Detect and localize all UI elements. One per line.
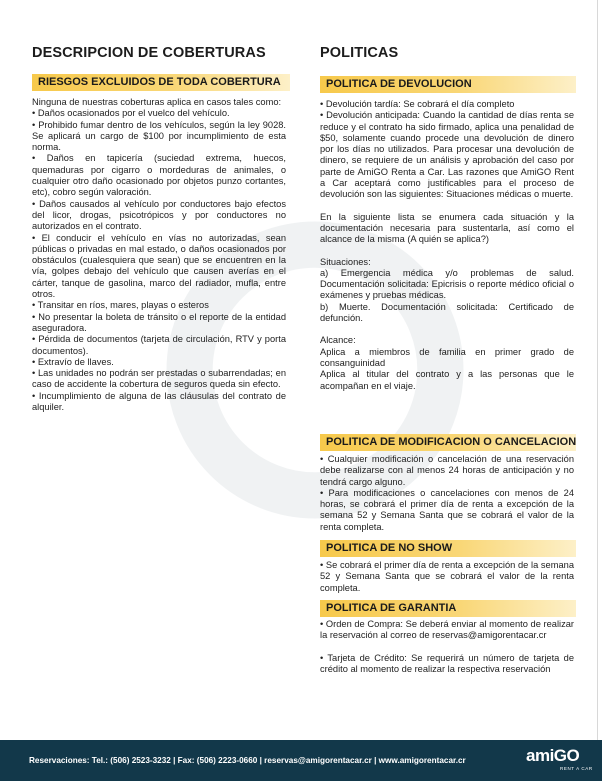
- policy-paragraph: a) Emergencia médica y/o problemas de salud. Documentación solicitada: Epicrisis o reporte médico oficial o exámenes y pruebas médicas.: [320, 267, 574, 301]
- noshow-policy-title: POLITICA DE NO SHOW: [320, 540, 576, 557]
- excluded-risks-list: [32, 97, 286, 413]
- contact-info: Reservaciones: Tel.: (506) 2523-3232 | Fax: (506) 2223-0660 | reservas@amigorentacar.cr | www.amigorentacar.cr: [29, 756, 466, 765]
- list-item: • Incumplimiento de alguna de las cláusulas del contrato de alquiler.: [32, 390, 286, 413]
- list-item: • No presentar la boleta de tránsito o el reporte de la entidad aseguradora.: [32, 311, 286, 333]
- policy-paragraph: b) Muerte. Documentación solicitada: Certificado de defunción.: [320, 301, 574, 324]
- policy-paragraph: Alcance:: [320, 335, 356, 346]
- list-item: • El conducir el vehículo en vías no autorizadas, sean públicas o privadas en mal estado, o daños ocasionados por obstáculos (cualesquiera que sean) que se encuentren en la vía, golpes debajo del vehículo que causen averías en el cárter, tanque de gasolina, marco del radiador, mufla, entre otros.: [32, 232, 286, 300]
- policies-heading: POLITICAS: [320, 45, 399, 61]
- policy-paragraph: • Cualquier modificación o cancelación de una reservación debe realizarse con al menos 24 horas de anticipación y no tendrá cargo alguno.: [320, 454, 574, 487]
- list-item: • Daños en tapicería (suciedad extrema, huecos, quemaduras por cigarro o mordeduras de animales, o cualquier otro daño ocasionado por objetos punzo cortantes, etc), cobro según valoración.: [32, 153, 286, 198]
- list-item: • Pérdida de documentos (tarjeta de circulación, RTV y porta documentos).: [32, 334, 286, 356]
- list-item: • Prohibido fumar dentro de los vehículos, según la ley 9028. Se aplicará un cargo de $100 por incumplimiento de esta norma.: [32, 119, 286, 153]
- policy-paragraph: • Orden de Compra: Se deberá enviar al momento de realizar la reservación al correo de reservas@amigorentacar.cr: [320, 619, 574, 641]
- list-item: • Daños causados al vehículo por conductores bajo efectos del licor, drogas, psicotrópicos y por conductores no autorizados en el contrato.: [32, 198, 286, 232]
- logo-wordmark: amiGO: [526, 746, 580, 765]
- policy-paragraph: • Devolución anticipada: Cuando la cantidad de días renta se reduce y el contrato ha sido firmado, aplica una penalidad de $50, solamente cuando procede una devolución de dinero por los días no utilizados. Para procesar una devolución de dinero, se requiere de un análisis y aprobación del caso por parte de AmiGO Renta a Car. Las razones que AmiGO Rent a Car aceptará como justificables para el proceso de devolución son las siguientes: Situaciones médicas o muerte.: [320, 110, 574, 200]
- policy-paragraph: • Para modificaciones o cancelaciones con menos de 24 horas, se cobrará el primer día de renta a excepción de la semana 52 y Semana Santa que se cobrará el valor de la renta completa.: [320, 487, 574, 532]
- policy-paragraph: Aplica al titular del contrato y a las personas que le acompañan en el viaje.: [320, 369, 574, 391]
- list-item: • Transitar en ríos, mares, playas o esteros: [32, 300, 209, 311]
- policy-paragraph: • Tarjeta de Crédito: Se requerirá un número de tarjeta de crédito al momento de realizar la respectiva reservación: [320, 652, 574, 674]
- coverage-heading: DESCRIPCION DE COBERTURAS: [32, 45, 266, 61]
- excluded-risks-title: RIESGOS EXCLUIDOS DE TODA COBERTURA: [32, 74, 290, 91]
- footer-bar: [0, 740, 602, 781]
- logo-tagline: RENT A CAR: [560, 766, 593, 771]
- guarantee-policy-text: [320, 619, 574, 675]
- policy-paragraph: Aplica a miembros de familia en primer grado de consanguinidad: [320, 346, 574, 368]
- policy-paragraph: • Devolución tardía: Se cobrará el día completo: [320, 99, 515, 109]
- policy-paragraph: • Se cobrará el primer día de renta a excepción de la semana 52 y Semana Santa que se cobrará el valor de la renta completa.: [320, 560, 574, 593]
- modification-policy-title: POLITICA DE MODIFICACION O CANCELACION: [320, 434, 576, 451]
- noshow-policy-text: [320, 560, 574, 594]
- return-policy-title: POLITICA DE DEVOLUCION: [320, 76, 576, 93]
- return-policy-text: [320, 99, 574, 392]
- list-item: Ninguna de nuestras coberturas aplica en casos tales como:: [32, 97, 282, 107]
- policy-paragraph: En la siguiente lista se enumera cada situación y la documentación necesaria para sustentarla, así como el alcance de la misma (A quién se aplica?): [320, 211, 574, 245]
- list-item: • Daños ocasionados por el vuelco del vehículo.: [32, 108, 230, 119]
- amigo-logo: [526, 746, 593, 776]
- list-item: • Extravío de llaves.: [32, 356, 114, 367]
- page-border: [597, 0, 598, 740]
- guarantee-policy-title: POLITICA DE GARANTIA: [320, 600, 576, 617]
- modification-policy-text: [320, 454, 574, 533]
- policy-paragraph: Situaciones:: [320, 256, 371, 267]
- list-item: • Las unidades no podrán ser prestadas o subarrendadas; en caso de accidente la cobertura de seguros queda sin efecto.: [32, 368, 286, 390]
